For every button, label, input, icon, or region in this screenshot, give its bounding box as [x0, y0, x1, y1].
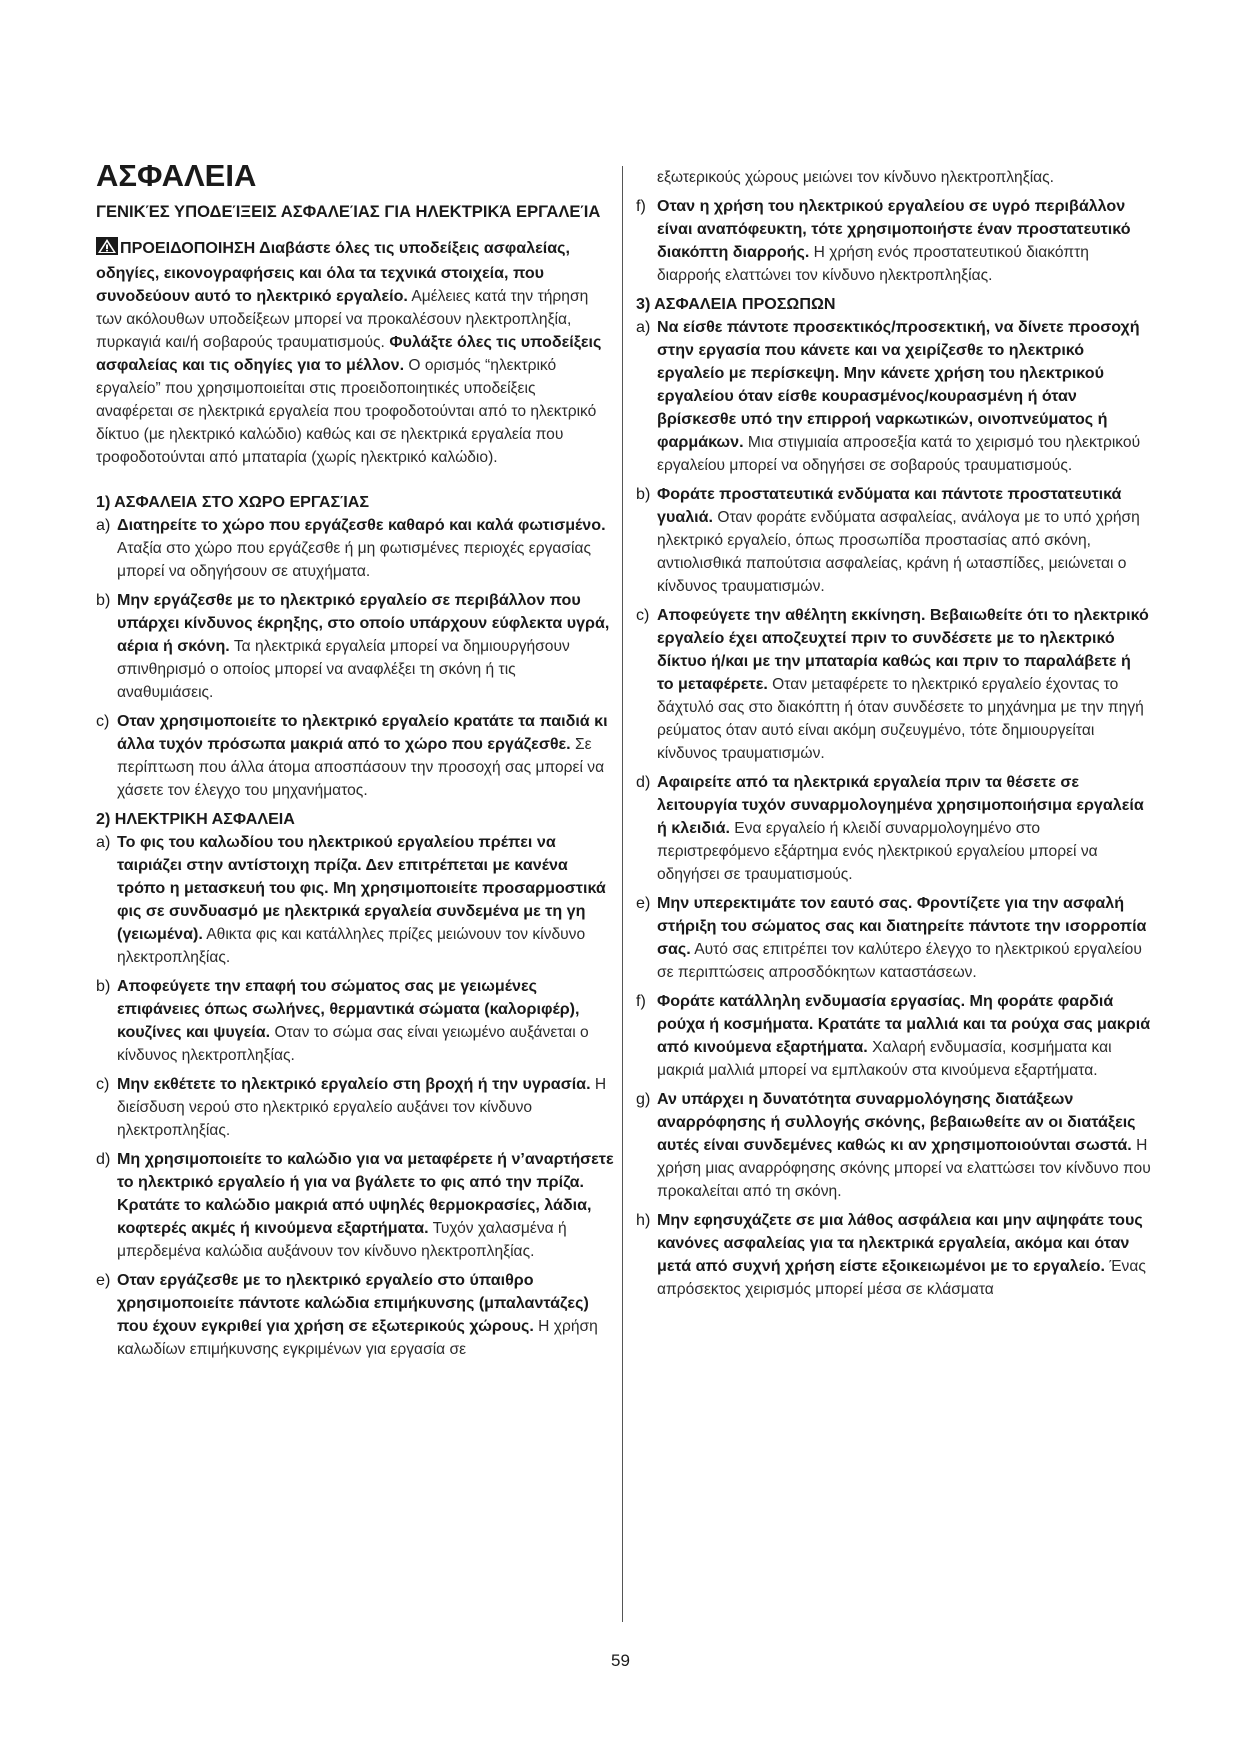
item-text: Η χρήση ενός προστατευτικού διακόπτη διαρροής ελαττώνει τον κίνδυνο ηλεκτροπληξίας.	[657, 244, 1089, 284]
list-item	[636, 195, 1151, 287]
warning-paragraph	[96, 237, 616, 469]
section-heading-work-area: 1) ΑΣΦΑΛΕΙΑ ΣΤΟ ΧΩΡΟ ΕΡΓΑΣΊΑΣ	[96, 493, 370, 511]
item-letter: f)	[636, 197, 646, 215]
list-item	[636, 483, 1151, 598]
warning-triangle-icon	[96, 237, 118, 262]
item-text: Η χρήση μιας αναρρόφησης σκόνης μπορεί να ελαττώσει τον κίνδυνο που προκαλείται από τη σκόνη.	[657, 1137, 1151, 1200]
list-item	[96, 710, 616, 802]
item-bold: Οταν χρησιμοποιείτε το ηλεκτρικό εργαλείο κρατάτε τα παιδιά κι άλλα τυχόν πρόσωπα μακριά από το χώρο που εργάζεσθε.	[117, 712, 608, 753]
item-letter: a)	[96, 833, 111, 851]
item-bold: Αφαιρείτε από τα ηλεκτρικά εργαλεία πριν τα θέσετε σε λειτουργία τυχόν συναρμολογημένα χρησιμοποιήσιμα εργαλεία ή κλειδιά.	[657, 773, 1144, 837]
item-text: Ενα εργαλείο ή κλειδί συναρμολογημένο στο περιστρεφόμενο εξάρτημα ενός ηλεκτρικού εργαλείου μπορεί να οδηγήσει σε τραυματισμούς.	[657, 820, 1098, 883]
list-item	[636, 316, 1151, 477]
item-text: Τα ηλεκτρικά εργαλεία μπορεί να δημιουργήσουν σπινθηρισμό ο οποίος μπορεί να αναφλέξει τη σκόνη ή τις αναθυμιάσεις.	[117, 638, 570, 701]
page-number: 59	[611, 1651, 630, 1670]
section-heading-electrical: 2) ΗΛΕΚΤΡΙΚΗ ΑΣΦΑΛΕΙΑ	[96, 810, 295, 828]
list-item	[96, 514, 616, 583]
item-letter: c)	[96, 712, 110, 730]
item-text: Η χρήση καλωδίων επιμήκυνσης εγκριμένων για εργασία σε	[117, 1318, 598, 1358]
list-item	[636, 990, 1151, 1082]
item-letter: e)	[96, 1271, 111, 1289]
list-item	[636, 771, 1151, 886]
item-letter: h)	[636, 1211, 651, 1229]
item-letter: b)	[96, 977, 111, 995]
list-item	[636, 604, 1151, 765]
item-letter: a)	[96, 516, 111, 534]
item-bold: Αποφεύγετε την αθέλητη εκκίνηση. Βεβαιωθείτε ότι το ηλεκτρικό εργαλείο έχει αποζευχτεί πριν το συνδέσετε με το ηλεκτρικό δίκτυο ή/και με την μπαταρία καθώς και πριν το παραλάβετε ή το μεταφέρετε.	[657, 606, 1149, 693]
item-bold: Μη χρησιμοποιείτε το καλώδιο για να μεταφέρετε ή ν’αναρτήσετε το ηλεκτρικό εργαλείο ή για να βγάλετε το φις από την πρίζα. Κρατάτε το καλώδιο μακριά από υψηλές θερμοκρασίες, λάδια, κοφτερές ακμές ή κινούμενα εξαρτήματα.	[117, 1150, 614, 1237]
list-item	[96, 1269, 616, 1361]
item-text: Τυχόν χαλασμένα ή μπερδεμένα καλώδια αυξάνουν τον κίνδυνο ηλεκτροπληξίας.	[117, 1220, 567, 1260]
right-column	[636, 166, 1151, 1307]
item-letter: c)	[96, 1075, 110, 1093]
section-subtitle: ΓΕΝΙΚΈΣ ΥΠΟΔΕΊΞΕΙΣ ΑΣΦΑΛΕΊΑΣ ΓΙΑ ΗΛΕΚΤΡΙΚΆ ΕΡΓΑΛΕΊΑ	[96, 202, 601, 221]
item-text: Χαλαρή ενδυμασία, κοσμήματα και μακριά μαλλιά μπορεί να εμπλακούν στα κινούμενα εξαρτήματα.	[657, 1039, 1112, 1079]
item-bold: Το φις του καλωδίου του ηλεκτρικού εργαλείου πρέπει να ταιριάζει στην αντίστοιχη πρίζα. Δεν επιτρέπεται με κανένα τρόπο η μετασκευή του φις. Μη χρησιμοποιείτε προσαρμοστικά φις σε συνδυασμό με ηλεκτρικά εργαλεία συνδεμένα με τη γη (γειωμένα).	[117, 833, 606, 943]
personal-list	[636, 316, 1151, 1301]
item-bold: Μην εφησυχάζετε σε μια λάθος ασφάλεια και μην αψηφάτε τους κανόνες ασφαλείας για τα ηλεκτρικά εργαλεία, ακόμα και όταν μετά από συχνή χρήση είστε εξοικειωμένοι με το εργαλείο.	[657, 1211, 1143, 1275]
item-bold: Μην εργάζεσθε με το ηλεκτρικό εργαλείο σε περιβάλλον που υπάρχει κίνδυνος έκρηξης, στο οποίο υπάρχουν εύφλεκτα υγρά, αέρια ή σκόνη.	[117, 591, 610, 655]
item-bold: Αν υπάρχει η δυνατότητα συναρμολόγησης διατάξεων αναρρόφησης ή συλλογής σκόνης, βεβαιωθείτε αν οι διατάξεις αυτές είναι συνδεμένες καθώς κι αν χρησιμοποιούνται σωστά.	[657, 1090, 1136, 1154]
page-title: ΑΣΦΑΛΕΙΑ	[96, 158, 257, 193]
list-item	[636, 1209, 1151, 1301]
item-letter: b)	[96, 591, 111, 609]
item-bold: Αποφεύγετε την επαφή του σώματος σας με γειωμένες επιφάνειες όπως σωλήνες, θερμαντικά σώματα (καλοριφέρ), κουζίνες και ψυγεία.	[117, 977, 580, 1041]
continued-text	[636, 166, 1151, 189]
list-item	[96, 975, 616, 1067]
item-text: Οταν μεταφέρετε το ηλεκτρικό εργαλείο έχοντας το δάχτυλό σας στο διακόπτη ή όταν συνδέσετε το μηχάνημα με την πηγή ρεύματος όταν αυτό είναι ακόμη συζευγμένο, τότε δημιουργείται κίνδυνος τραυματισμών.	[657, 676, 1144, 762]
item-letter: c)	[636, 606, 650, 624]
item-text: Ένας απρόσεκτος χειρισμός μπορεί μέσα σε κλάσματα	[657, 1258, 1146, 1298]
item-letter: f)	[636, 992, 646, 1010]
list-item	[96, 1148, 616, 1263]
list-item	[636, 1088, 1151, 1203]
warning-label: ΠΡΟΕΙΔΟΠΟΙΗΣΗ	[120, 239, 256, 257]
item-bold: Διατηρείτε το χώρο που εργάζεσθε καθαρό και καλά φωτισμένο.	[117, 516, 606, 534]
column-divider	[622, 166, 623, 1622]
work-area-list	[96, 514, 616, 802]
item-letter: a)	[636, 318, 651, 336]
warning-bold-2: Φυλάξτε όλες τις υποδείξεις ασφαλείας και τις οδηγίες για το μέλλον.	[96, 333, 602, 374]
list-item	[96, 831, 616, 969]
electrical-list	[96, 831, 616, 1361]
item-text: Αταξία στο χώρο που εργάζεσθε ή μη φωτισμένες περιοχές εργασίας μπορεί να οδηγήσουν σε ατυχήματα.	[117, 540, 592, 580]
item-text: Η διείσδυση νερού στο ηλεκτρικό εργαλείο αυξάνει τον κίνδυνο ηλεκτροπληξίας.	[117, 1076, 607, 1139]
item-bold: Μην εκθέτετε το ηλεκτρικό εργαλείο στη βροχή ή την υγρασία.	[117, 1075, 591, 1093]
list-item	[636, 892, 1151, 984]
item-text: Μια στιγμιαία απροσεξία κατά το χειρισμό του ηλεκτρικού εργαλείου μπορεί να οδηγήσει σε σοβαρούς τραυματισμούς.	[657, 434, 1141, 474]
warning-text-2: Ο ορισμός “ηλεκτρικό εργαλείο” που χρησιμοποιείται στις προειδοποιητικές υποδείξεις αναφέρεται σε ηλεκτρικά εργαλεία που τροφοδοτούνται από το ηλεκτρικό δίκτυο (με ηλεκτρικό καλώδιο) καθώς και σε ηλεκτρικά εργαλεία που τροφοδοτούνται από μπαταρία (χωρίς ηλεκτρικό καλώδιο).	[96, 357, 597, 466]
item-text: εξωτερικούς χώρους μειώνει τον κίνδυνο ηλεκτροπληξίας.	[657, 169, 1055, 186]
item-text: Αυτό σας επιτρέπει τον καλύτερο έλεγχο το ηλεκτρικού εργαλείου σε περιπτώσεις απροσδόκητων καταστάσεων.	[657, 941, 1142, 981]
item-letter: d)	[636, 773, 651, 791]
item-bold: Οταν η χρήση του ηλεκτρικού εργαλείου σε υγρό περιβάλλον είναι αναπόφευκτη, τότε χρησιμοποιήστε έναν προστατευτικό διακόπτη διαρροής.	[657, 197, 1131, 261]
item-bold: Να είσθε πάντοτε προσεκτικός/προσεκτική, να δίνετε προσοχή στην εργασία που κάνετε και να χειρίζεσθε το ηλεκτρικό εργαλείο με περίσκεψη. Μην κάνετε χρήση του ηλεκτρικού εργαλείου όταν είσθε κουρασμένος/κουρασμένη ή όταν βρίσκεσθε υπό την επιρροή ναρκωτικών, οινοπνεύματος ή φαρμάκων.	[657, 318, 1140, 451]
list-item	[96, 589, 616, 704]
item-letter: d)	[96, 1150, 111, 1168]
item-letter: g)	[636, 1090, 651, 1108]
left-column	[96, 200, 616, 1367]
item-text: Αθικτα φις και κατάλληλες πρίζες μειώνουν τον κίνδυνο ηλεκτροπληξίας.	[117, 926, 586, 966]
item-text: Οταν το σώμα σας είναι γειωμένο αυξάνεται ο κίνδυνος ηλεκτροπληξίας.	[117, 1024, 589, 1064]
item-letter: b)	[636, 485, 651, 503]
list-item	[96, 1073, 616, 1142]
item-text: Οταν φοράτε ενδύματα ασφαλείας, ανάλογα με το υπό χρήση ηλεκτρικό εργαλείο, όπως προσωπίδα προστασίας από σκόνη, αντιολισθικά παπούτσια ασφαλείας, κράνη ή ωτασπίδες, μειώνεται ο κίνδυνος τραυματισμών.	[657, 509, 1140, 595]
section-heading-personal: 3) ΑΣΦΑΛΕΙΑ ΠΡΟΣΩΠΩΝ	[636, 295, 836, 313]
warning-text-1: Αμέλειες κατά την τήρηση των ακόλουθων υποδείξεων μπορεί να προκαλέσουν ηλεκτροπληξία, πυρκαγιά και/ή σοβαρούς τραυματισμούς.	[96, 288, 589, 351]
item-bold: Μην υπερεκτιμάτε τον εαυτό σας. Φροντίζετε για την ασφαλή στήριξη του σώματος σας και διατηρείτε πάντοτε την ισορροπία σας.	[657, 894, 1147, 958]
item-bold: Οταν εργάζεσθε με το ηλεκτρικό εργαλείο στο ύπαιθρο χρησιμοποιείτε πάντοτε καλώδια επιμήκυνσης (μπαλαντάζες) που έχουν εγκριθεί για χρήση σε εξωτερικούς χώρους.	[117, 1271, 589, 1335]
warning-bold-1: Διαβάστε όλες τις υποδείξεις ασφαλείας, οδηγίες, εικονογραφήσεις και όλα τα τεχνικά στοιχεία, που συνοδεύουν αυτό το ηλεκτρικό εργαλείο.	[96, 239, 570, 305]
item-bold: Φοράτε προστατευτικά ενδύματα και πάντοτε προστατευτικά γυαλιά.	[657, 485, 1122, 526]
item-bold: Φοράτε κατάλληλη ενδυμασία εργασίας. Μη φοράτε φαρδιά ρούχα ή κοσμήματα. Κρατάτε τα μαλλιά και τα ρούχα σας μακριά από κινούμενα εξαρτήματα.	[657, 992, 1151, 1056]
item-text: Σε περίπτωση που άλλα άτομα αποσπάσουν την προσοχή σας μπορεί να χάσετε τον έλεγχο του μηχανήματος.	[117, 736, 605, 799]
item-letter: e)	[636, 894, 651, 912]
